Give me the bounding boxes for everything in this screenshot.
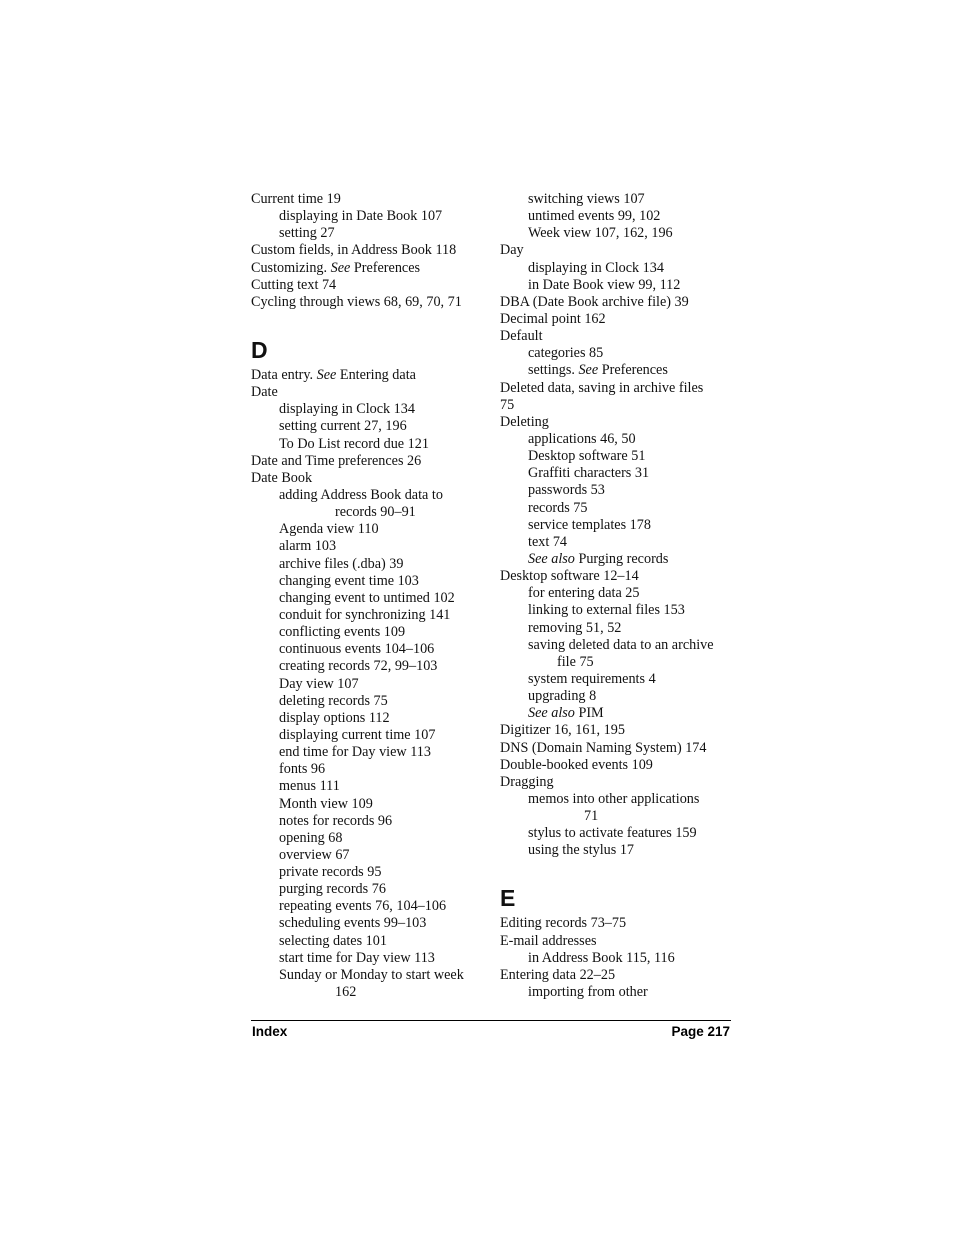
index-entry-text: opening 68 (279, 829, 343, 846)
index-subentry (500, 842, 732, 859)
index-entry (251, 277, 483, 294)
index-subentry (500, 984, 732, 1001)
index-entry-text: Desktop software 12–14 (500, 568, 639, 585)
index-entry (251, 367, 483, 384)
index-entry (500, 568, 732, 585)
index-entry-text: Digitizer 16, 161, 195 (500, 722, 625, 739)
index-subentry (251, 208, 483, 225)
index-subentry (500, 620, 732, 637)
index-entry-text: Default (500, 328, 543, 345)
index-subentry (251, 436, 483, 453)
index-entry (500, 414, 732, 431)
index-subentry (500, 191, 732, 208)
index-entry-text: Week view 107, 162, 196 (528, 225, 673, 242)
index-entry-text: setting current 27, 196 (279, 418, 407, 435)
index-entry-text: Data entry. (251, 366, 317, 383)
index-entry (500, 967, 732, 984)
see-reference: See also (528, 705, 575, 722)
index-entry (251, 294, 483, 311)
index-entry-text: archive files (.dba) 39 (279, 555, 404, 572)
index-subentry (251, 676, 483, 693)
index-entry-text: using the stylus 17 (528, 842, 635, 859)
index-subentry (500, 825, 732, 842)
index-entry-text: overview 67 (279, 846, 350, 863)
index-entry-text: importing from other (528, 984, 648, 1001)
index-subentry (251, 538, 483, 555)
index-entry-text: repeating events 76, 104–106 (279, 898, 447, 915)
index-entry (500, 397, 732, 414)
index-subentry (500, 637, 732, 654)
index-entry-text: Graffiti characters 31 (528, 465, 650, 482)
index-subentry (500, 482, 732, 499)
index-entry-text: saving deleted data to an archive (528, 636, 714, 653)
index-entry-text: Date and Time preferences 26 (251, 452, 422, 469)
index-entry (500, 294, 732, 311)
index-subentry (500, 534, 732, 551)
index-subentry (251, 521, 483, 538)
index-subentry (251, 830, 483, 847)
see-target: Preferences (350, 259, 421, 276)
index-subentry (251, 504, 483, 521)
see-target: Purging records (574, 550, 669, 567)
index-entry (500, 242, 732, 259)
index-entry-text: display options 112 (279, 709, 390, 726)
index-subentry (500, 208, 732, 225)
index-subentry (251, 658, 483, 675)
index-entry (251, 260, 483, 277)
index-subentry (500, 517, 732, 534)
index-entry-text: creating records 72, 99–103 (279, 658, 438, 675)
index-column-right (500, 191, 732, 1001)
index-entry-text: memos into other applications (528, 790, 700, 807)
index-subentry (251, 950, 483, 967)
index-entry-text: Agenda view 110 (279, 521, 379, 538)
index-entry-text: Date (251, 384, 278, 401)
index-entry-text: untimed events 99, 102 (528, 208, 661, 225)
index-entry (251, 191, 483, 208)
index-entry-text: in Date Book view 99, 112 (528, 276, 681, 293)
index-entry-text: upgrading 8 (528, 688, 597, 705)
index-entry-text: service templates 178 (528, 516, 651, 533)
index-subentry (251, 641, 483, 658)
index-entry-text: linking to external files 153 (528, 602, 685, 619)
index-entry-text: text 74 (528, 533, 568, 550)
index-entry-text: Sunday or Monday to start week (279, 966, 464, 983)
index-subentry (251, 573, 483, 590)
index-subentry (251, 607, 483, 624)
index-entry-text: changing event time 103 (279, 572, 419, 589)
index-entry-text: records 75 (528, 499, 588, 516)
index-entry (251, 453, 483, 470)
index-entry-text: Deleted data, saving in archive files (500, 379, 704, 396)
index-subentry (251, 401, 483, 418)
index-subentry (500, 654, 732, 671)
index-entry-text: for entering data 25 (528, 585, 640, 602)
see-reference: See also (528, 550, 575, 567)
index-entry (251, 242, 483, 259)
index-entry (500, 933, 732, 950)
index-entry-text: continuous events 104–106 (279, 641, 435, 658)
index-entry-text: Desktop software 51 (528, 448, 646, 465)
index-entry (500, 915, 732, 932)
index-subentry (500, 448, 732, 465)
index-entry-text: 71 (584, 808, 599, 825)
index-subentry (500, 225, 732, 242)
see-reference: See (316, 366, 337, 383)
index-entry-text: menus 111 (279, 778, 340, 795)
index-entry (500, 311, 732, 328)
index-entry-text: Decimal point 162 (500, 310, 606, 327)
index-entry-text: Entering data 22–25 (500, 966, 616, 983)
index-subentry (251, 933, 483, 950)
index-subentry (500, 808, 732, 825)
index-subentry (500, 345, 732, 362)
index-subentry (500, 277, 732, 294)
index-entry-text: applications 46, 50 (528, 430, 636, 447)
index-entry-text: categories 85 (528, 345, 604, 362)
index-subentry (500, 260, 732, 277)
index-entry-text: settings. (528, 362, 579, 379)
index-entry-text: Customizing. (251, 259, 331, 276)
index-subentry (251, 984, 483, 1001)
index-entry-text: E-mail addresses (500, 932, 597, 949)
index-subentry (500, 791, 732, 808)
see-target: PIM (574, 705, 604, 722)
index-entry (500, 774, 732, 791)
index-entry-text: Cutting text 74 (251, 276, 337, 293)
index-column-left (251, 191, 483, 1001)
index-entry-text: Custom fields, in Address Book 118 (251, 242, 457, 259)
index-subentry (251, 710, 483, 727)
index-subentry (500, 705, 732, 722)
index-entry-text: Double-booked events 109 (500, 756, 653, 773)
index-subentry (500, 551, 732, 568)
index-subentry (251, 847, 483, 864)
index-entry-text: selecting dates 101 (279, 932, 387, 949)
index-entry-text: DBA (Date Book archive file) 39 (500, 293, 689, 310)
index-subentry (251, 778, 483, 795)
index-entry-text: end time for Day view 113 (279, 744, 431, 761)
index-entry-text: records 90–91 (335, 504, 416, 521)
index-entry-text: private records 95 (279, 864, 382, 881)
index-entry-text: switching views 107 (528, 191, 645, 207)
index-entry-text: Cycling through views 68, 69, 70, 71 (251, 293, 462, 310)
index-entry-text: removing 51, 52 (528, 619, 622, 636)
index-subentry (251, 744, 483, 761)
index-subentry (251, 727, 483, 744)
index-entry (500, 740, 732, 757)
index-subentry (251, 487, 483, 504)
footer-section-label: Index (252, 1024, 288, 1039)
index-entry-text: Date Book (251, 469, 313, 486)
index-subentry (251, 624, 483, 641)
index-subentry (500, 500, 732, 517)
index-entry (500, 380, 732, 397)
index-entry-text: stylus to activate features 159 (528, 825, 697, 842)
index-subentry (251, 556, 483, 573)
index-entry-text: 162 (335, 984, 357, 1001)
index-entry-text: displaying current time 107 (279, 726, 436, 743)
index-entry-text: setting 27 (279, 225, 335, 242)
index-subentry (500, 585, 732, 602)
see-reference: See (578, 362, 599, 379)
index-subentry (500, 688, 732, 705)
index-subentry (251, 761, 483, 778)
index-entry (500, 722, 732, 739)
index-subentry (251, 796, 483, 813)
index-subentry (251, 693, 483, 710)
index-subentry (500, 602, 732, 619)
index-subentry (251, 590, 483, 607)
index-entry-text: changing event to untimed 102 (279, 589, 455, 606)
index-entry-text: Day (500, 242, 524, 259)
index-entry-text: displaying in Clock 134 (279, 401, 415, 418)
index-entry-text: fonts 96 (279, 761, 326, 778)
index-entry-text: alarm 103 (279, 538, 337, 555)
index-section-letter: E (500, 885, 516, 912)
index-entry (251, 384, 483, 401)
index-entry-text: Dragging (500, 773, 554, 790)
index-entry-text: scheduling events 99–103 (279, 915, 427, 932)
index-entry-text: DNS (Domain Naming System) 174 (500, 739, 707, 756)
index-entry-text: file 75 (557, 653, 594, 670)
index-entry-text: passwords 53 (528, 482, 605, 499)
index-entry-text: Day view 107 (279, 675, 359, 692)
index-entry-text: Editing records 73–75 (500, 915, 627, 932)
index-subentry (251, 881, 483, 898)
index-subentry (251, 915, 483, 932)
index-entry-text: deleting records 75 (279, 692, 388, 709)
see-target: Entering data (336, 366, 416, 383)
index-entry-text: system requirements 4 (528, 670, 656, 687)
index-entry-text: To Do List record due 121 (279, 435, 429, 452)
index-subentry (251, 864, 483, 881)
index-entry-text: start time for Day view 113 (279, 949, 435, 966)
index-entry-text: 75 (500, 396, 515, 413)
index-entry-text: in Address Book 115, 116 (528, 949, 675, 966)
index-entry-text: Current time 19 (251, 191, 341, 207)
index-entry (251, 470, 483, 487)
footer-page-number: Page 217 (671, 1024, 730, 1039)
see-reference: See (330, 259, 351, 276)
index-entry-text: displaying in Date Book 107 (279, 208, 443, 225)
page-footer (251, 1020, 731, 1039)
index-subentry (251, 813, 483, 830)
index-subentry (500, 950, 732, 967)
index-subentry (251, 967, 483, 984)
index-entry-text: purging records 76 (279, 881, 386, 898)
index-entry-text: Deleting (500, 413, 549, 430)
index-subentry (500, 465, 732, 482)
index-entry-text: notes for records 96 (279, 812, 393, 829)
index-entry-text: conduit for synchronizing 141 (279, 606, 451, 623)
index-subentry (500, 362, 732, 379)
index-entry-text: displaying in Clock 134 (528, 259, 664, 276)
index-entry (500, 757, 732, 774)
index-subentry (251, 418, 483, 435)
index-entry-text: Month view 109 (279, 795, 373, 812)
see-target: Preferences (598, 362, 668, 379)
index-subentry (251, 225, 483, 242)
index-section-letter: D (251, 336, 268, 363)
index-subentry (500, 671, 732, 688)
index-entry-text: adding Address Book data to (279, 486, 443, 503)
index-subentry (251, 898, 483, 915)
index-entry (500, 328, 732, 345)
index-entry-text: conflicting events 109 (279, 624, 406, 641)
index-subentry (500, 431, 732, 448)
